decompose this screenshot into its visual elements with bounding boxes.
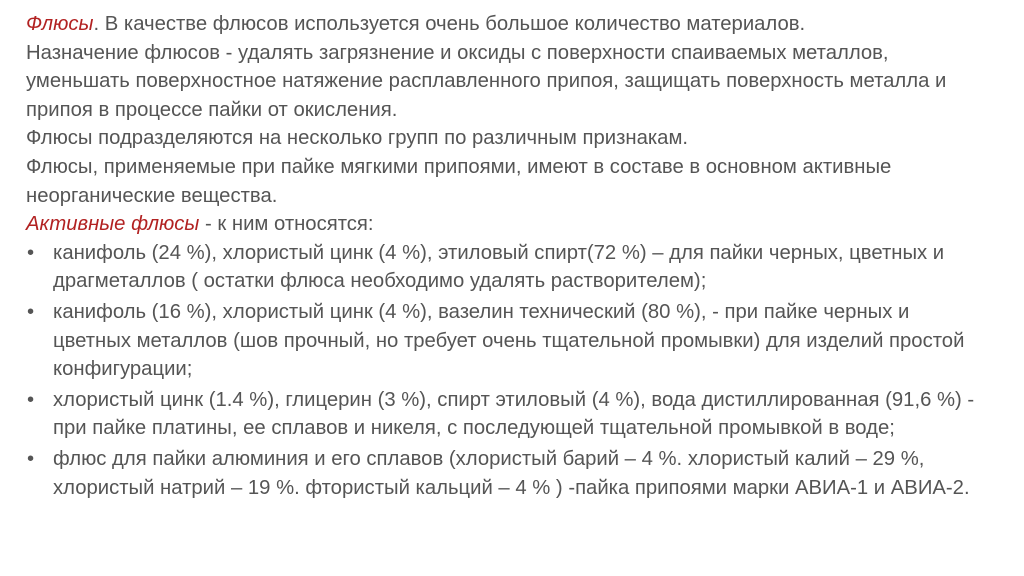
intro-heading: Флюсы	[26, 13, 94, 35]
list-item	[26, 239, 984, 296]
list-item-text: канифоль (24 %), хлористый цинк (4 %), этиловый спирт(72 %) – для пайки черных, цветных и драгметаллов ( остатки флюса необходимо удалять растворителем);	[53, 241, 945, 293]
list-item	[26, 386, 984, 443]
list-item	[26, 445, 984, 502]
bullet-icon: •	[27, 300, 35, 323]
bullet-icon: •	[27, 447, 35, 470]
list-item-text: канифоль (16 %), хлористый цинк (4 %), вазелин технический (80 %), - при пайке черных и цветных металлов (шов прочный, но требует очень тщательной промывки) для изделий простой конфигурации;	[53, 300, 965, 381]
intro-heading-suffix: . В качестве флюсов используется очень большое количество материалов.	[93, 13, 806, 35]
list-item-text: флюс для пайки алюминия и его сплавов (хлористый барий – 4 %. хлористый калий – 29 %, хлористый натрий – 19 %. фтористый кальций – 4 % ) -пайка припоями марки АВИА-1 и АВИА-2.	[53, 447, 970, 499]
list-item-text: хлористый цинк (1.4 %), глицерин (3 %), спирт этиловый (4 %), вода дистиллированная (91,6 %) - при пайке платины, ее сплавов и никеля, с последующей тщательной промывкой в воде;	[53, 388, 975, 440]
purpose-paragraph: Назначение флюсов - удалять загрязнение и оксиды с поверхности спаиваемых металлов, уменьшать поверхностное натяжение расплавленного припоя, защищать поверхность металла и припоя в процессе пайки от окисления.	[26, 41, 947, 121]
active-fluxes-heading: Активные флюсы	[26, 213, 200, 236]
active-fluxes-paragraph	[26, 210, 984, 239]
bullet-icon: •	[27, 388, 35, 411]
soft-solder-paragraph: Флюсы, применяемые при пайке мягкими припоями, имеют в составе в основном активные неорганические вещества.	[26, 155, 892, 207]
intro-paragraph	[26, 10, 984, 39]
active-fluxes-suffix: - к ним относятся:	[199, 213, 374, 236]
list-item	[26, 298, 984, 384]
bullet-icon: •	[27, 241, 35, 264]
flux-list	[26, 239, 984, 502]
groups-paragraph: Флюсы подразделяются на несколько групп по различным признакам.	[26, 127, 689, 150]
